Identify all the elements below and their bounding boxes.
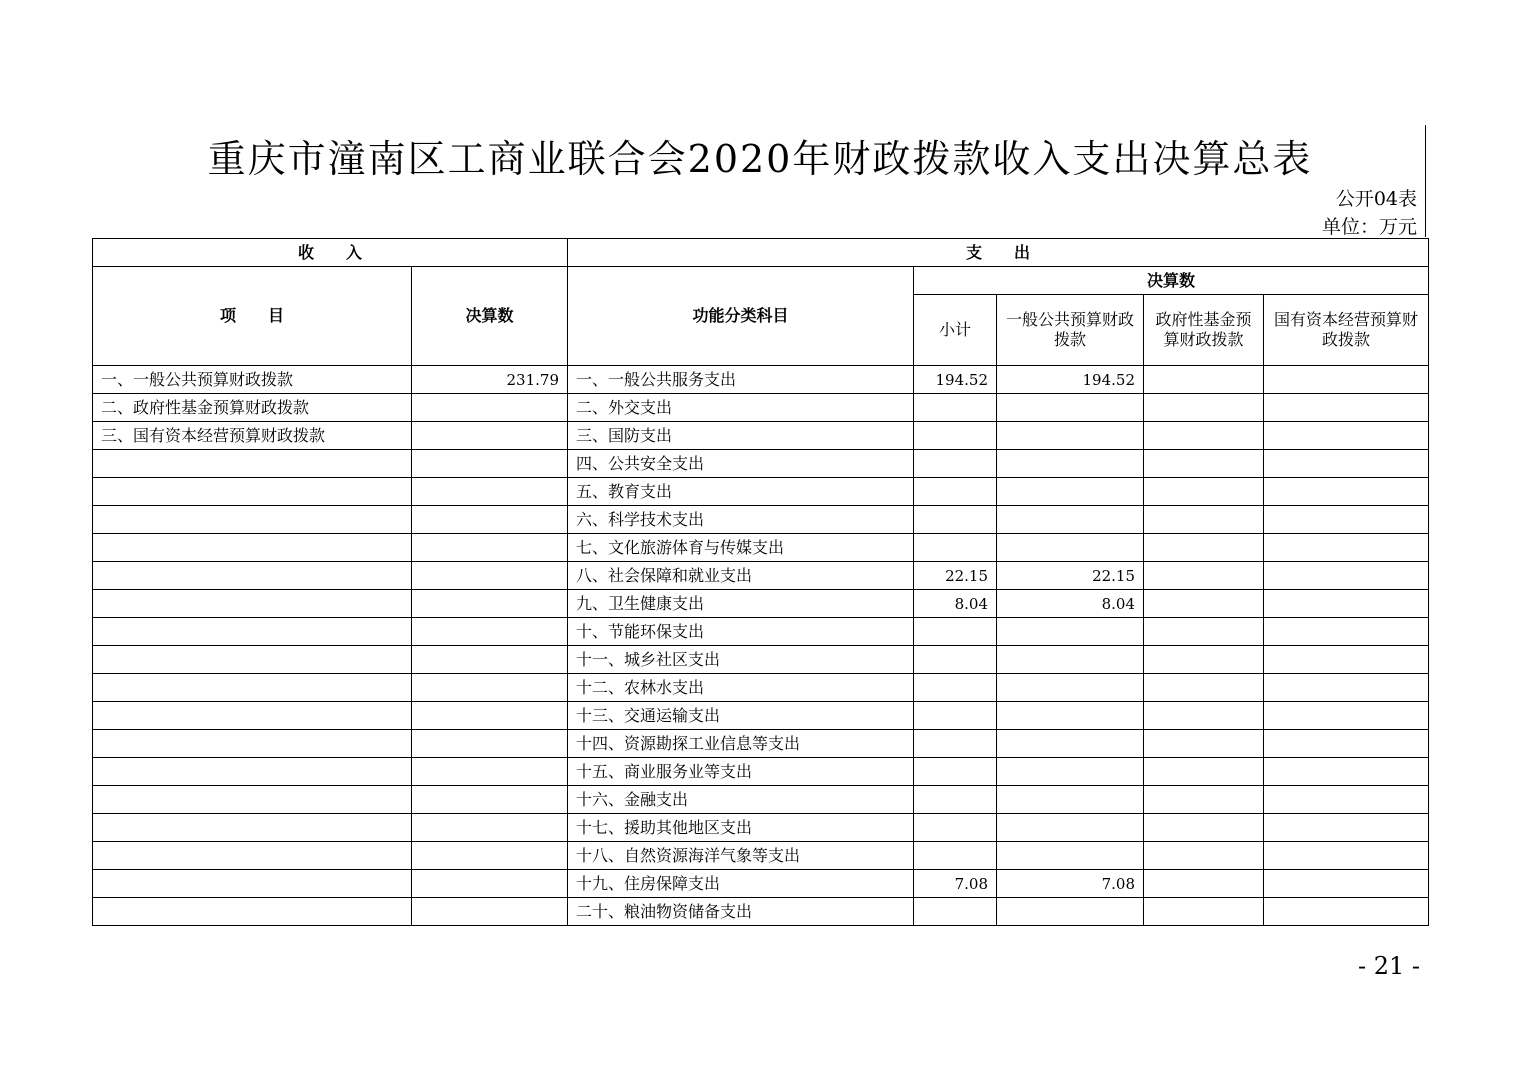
general-budget-cell: [997, 450, 1144, 478]
general-budget-cell: [997, 730, 1144, 758]
state-capital-cell: [1264, 870, 1429, 898]
general-budget-cell: [997, 758, 1144, 786]
state-capital-cell: [1264, 758, 1429, 786]
gov-fund-cell: [1144, 506, 1264, 534]
table-row: [93, 422, 1429, 450]
general-budget-cell: [997, 478, 1144, 506]
subtotal-cell: [914, 730, 997, 758]
subtotal-header: 小计: [914, 295, 997, 366]
income-amount-cell: 231.79: [412, 366, 568, 394]
table-row: [93, 478, 1429, 506]
category-cell: 十五、商业服务业等支出: [568, 758, 914, 786]
category-cell: 一、一般公共服务支出: [568, 366, 914, 394]
table-row: [93, 646, 1429, 674]
subtotal-cell: [914, 506, 997, 534]
gov-fund-cell: [1144, 898, 1264, 926]
income-amount-cell: [412, 450, 568, 478]
gov-fund-cell: [1144, 674, 1264, 702]
category-cell: 七、文化旅游体育与传媒支出: [568, 534, 914, 562]
state-capital-cell: [1264, 366, 1429, 394]
gov-fund-cell: [1144, 814, 1264, 842]
category-cell: 十三、交通运输支出: [568, 702, 914, 730]
state-capital-cell: [1264, 562, 1429, 590]
general-budget-header: 一般公共预算财政拨款: [997, 295, 1144, 366]
table-row: [93, 674, 1429, 702]
form-code: 公开04表: [1335, 188, 1417, 210]
state-capital-cell: [1264, 478, 1429, 506]
gov-fund-cell: [1144, 646, 1264, 674]
page-number: - 21 -: [1357, 952, 1420, 980]
table-row: [93, 870, 1429, 898]
income-item-cell: [93, 674, 412, 702]
income-item-cell: [93, 646, 412, 674]
state-capital-cell: [1264, 450, 1429, 478]
general-budget-cell: [997, 506, 1144, 534]
expense-header: 支 出: [568, 239, 1429, 267]
income-amount-cell: [412, 590, 568, 618]
category-cell: 十七、援助其他地区支出: [568, 814, 914, 842]
table-row: [93, 450, 1429, 478]
gov-fund-cell: [1144, 394, 1264, 422]
table-body: [93, 239, 1429, 926]
general-budget-cell: [997, 674, 1144, 702]
subtotal-cell: 8.04: [914, 590, 997, 618]
state-capital-cell: [1264, 842, 1429, 870]
income-item-cell: [93, 534, 412, 562]
table-row: [93, 366, 1429, 394]
gov-fund-cell: [1144, 366, 1264, 394]
category-cell: 十八、自然资源海洋气象等支出: [568, 842, 914, 870]
subtotal-cell: [914, 394, 997, 422]
category-cell: 四、公共安全支出: [568, 450, 914, 478]
income-amount-cell: [412, 702, 568, 730]
general-budget-cell: [997, 702, 1144, 730]
fiscal-summary-table: [92, 238, 1429, 926]
income-item-cell: [93, 786, 412, 814]
general-budget-cell: [997, 814, 1144, 842]
income-amount-cell: [412, 870, 568, 898]
category-cell: 十四、资源勘探工业信息等支出: [568, 730, 914, 758]
general-budget-cell: 194.52: [997, 366, 1144, 394]
subtotal-cell: [914, 450, 997, 478]
general-budget-cell: [997, 422, 1144, 450]
income-header: 收 入: [93, 239, 568, 267]
table-row: [93, 534, 1429, 562]
subtotal-cell: [914, 842, 997, 870]
gov-fund-cell: [1144, 562, 1264, 590]
subtotal-cell: 22.15: [914, 562, 997, 590]
table-row: [93, 814, 1429, 842]
category-cell: 八、社会保障和就业支出: [568, 562, 914, 590]
general-budget-cell: [997, 842, 1144, 870]
table-row: [93, 562, 1429, 590]
gov-fund-cell: [1144, 758, 1264, 786]
income-amount-cell: [412, 758, 568, 786]
subtotal-cell: [914, 898, 997, 926]
table-row: [93, 618, 1429, 646]
state-capital-cell: [1264, 646, 1429, 674]
income-item-cell: [93, 814, 412, 842]
gov-fund-cell: [1144, 730, 1264, 758]
category-cell: 二十、粮油物资储备支出: [568, 898, 914, 926]
income-amount-cell: [412, 506, 568, 534]
subtotal-cell: [914, 702, 997, 730]
table-row: [93, 758, 1429, 786]
subtotal-cell: [914, 478, 997, 506]
unit-label: 单位：万元: [1321, 216, 1417, 238]
final-amount-header: 决算数: [914, 267, 1429, 295]
income-amount-cell: [412, 422, 568, 450]
gov-fund-cell: [1144, 870, 1264, 898]
general-budget-cell: [997, 898, 1144, 926]
category-cell: 五、教育支出: [568, 478, 914, 506]
general-budget-cell: 7.08: [997, 870, 1144, 898]
income-amount-cell: [412, 646, 568, 674]
state-capital-cell: [1264, 506, 1429, 534]
income-item-cell: [93, 758, 412, 786]
subtotal-cell: [914, 758, 997, 786]
state-capital-header: 国有资本经营预算财政拨款: [1264, 295, 1429, 366]
state-capital-cell: [1264, 702, 1429, 730]
table-row: [93, 730, 1429, 758]
state-capital-cell: [1264, 786, 1429, 814]
subtotal-cell: [914, 422, 997, 450]
gov-fund-cell: [1144, 786, 1264, 814]
table-row: [93, 842, 1429, 870]
state-capital-cell: [1264, 590, 1429, 618]
income-amount-cell: [412, 478, 568, 506]
general-budget-cell: [997, 618, 1144, 646]
income-amount-cell: [412, 842, 568, 870]
state-capital-cell: [1264, 730, 1429, 758]
subtotal-cell: [914, 618, 997, 646]
gov-fund-cell: [1144, 422, 1264, 450]
gov-fund-cell: [1144, 450, 1264, 478]
category-cell: 三、国防支出: [568, 422, 914, 450]
subtotal-cell: [914, 674, 997, 702]
table-row: [93, 702, 1429, 730]
header-row-2: [93, 267, 1429, 295]
category-cell: 十、节能环保支出: [568, 618, 914, 646]
subtotal-cell: [914, 534, 997, 562]
income-amount-cell: [412, 394, 568, 422]
gov-fund-cell: [1144, 590, 1264, 618]
income-item-cell: [93, 702, 412, 730]
income-item-cell: [93, 478, 412, 506]
state-capital-cell: [1264, 674, 1429, 702]
page-title: 重庆市潼南区工商业联合会2020年财政拨款收入支出决算总表: [207, 137, 1313, 181]
income-item-cell: 三、国有资本经营预算财政拨款: [93, 422, 412, 450]
state-capital-cell: [1264, 898, 1429, 926]
state-capital-cell: [1264, 618, 1429, 646]
income-item-cell: [93, 590, 412, 618]
category-cell: 十二、农林水支出: [568, 674, 914, 702]
subtotal-cell: [914, 786, 997, 814]
header-row-1: [93, 239, 1429, 267]
income-amount-cell: [412, 730, 568, 758]
gov-fund-cell: [1144, 618, 1264, 646]
table-row: [93, 898, 1429, 926]
income-amount-cell: [412, 562, 568, 590]
category-cell: 十六、金融支出: [568, 786, 914, 814]
subtotal-cell: [914, 646, 997, 674]
item-header: 项 目: [93, 267, 412, 366]
income-amount-cell: [412, 786, 568, 814]
subtotal-cell: 7.08: [914, 870, 997, 898]
income-amount-cell: [412, 898, 568, 926]
income-amount-cell: [412, 674, 568, 702]
income-item-cell: [93, 618, 412, 646]
gov-fund-cell: [1144, 478, 1264, 506]
general-budget-cell: [997, 646, 1144, 674]
subtotal-cell: 194.52: [914, 366, 997, 394]
table-row: [93, 786, 1429, 814]
category-cell: 六、科学技术支出: [568, 506, 914, 534]
state-capital-cell: [1264, 422, 1429, 450]
state-capital-cell: [1264, 814, 1429, 842]
income-item-cell: [93, 898, 412, 926]
income-item-cell: [93, 450, 412, 478]
gov-fund-cell: [1144, 534, 1264, 562]
income-item-cell: [93, 562, 412, 590]
gov-fund-header: 政府性基金预算财政拨款: [1144, 295, 1264, 366]
income-amount-header: 决算数: [412, 267, 568, 366]
income-amount-cell: [412, 534, 568, 562]
table-row: [93, 394, 1429, 422]
income-item-cell: [93, 506, 412, 534]
gov-fund-cell: [1144, 842, 1264, 870]
gov-fund-cell: [1144, 702, 1264, 730]
state-capital-cell: [1264, 534, 1429, 562]
category-cell: 九、卫生健康支出: [568, 590, 914, 618]
function-category-header: 功能分类科目: [568, 267, 914, 366]
subtotal-cell: [914, 814, 997, 842]
category-cell: 十九、住房保障支出: [568, 870, 914, 898]
general-budget-cell: [997, 534, 1144, 562]
category-cell: 二、外交支出: [568, 394, 914, 422]
general-budget-cell: [997, 786, 1144, 814]
income-item-cell: 二、政府性基金预算财政拨款: [93, 394, 412, 422]
income-item-cell: 一、一般公共预算财政拨款: [93, 366, 412, 394]
general-budget-cell: [997, 394, 1144, 422]
income-amount-cell: [412, 618, 568, 646]
state-capital-cell: [1264, 394, 1429, 422]
table-row: [93, 590, 1429, 618]
category-cell: 十一、城乡社区支出: [568, 646, 914, 674]
income-item-cell: [93, 842, 412, 870]
income-item-cell: [93, 730, 412, 758]
income-item-cell: [93, 870, 412, 898]
general-budget-cell: 22.15: [997, 562, 1144, 590]
general-budget-cell: 8.04: [997, 590, 1144, 618]
income-amount-cell: [412, 814, 568, 842]
table-row: [93, 506, 1429, 534]
